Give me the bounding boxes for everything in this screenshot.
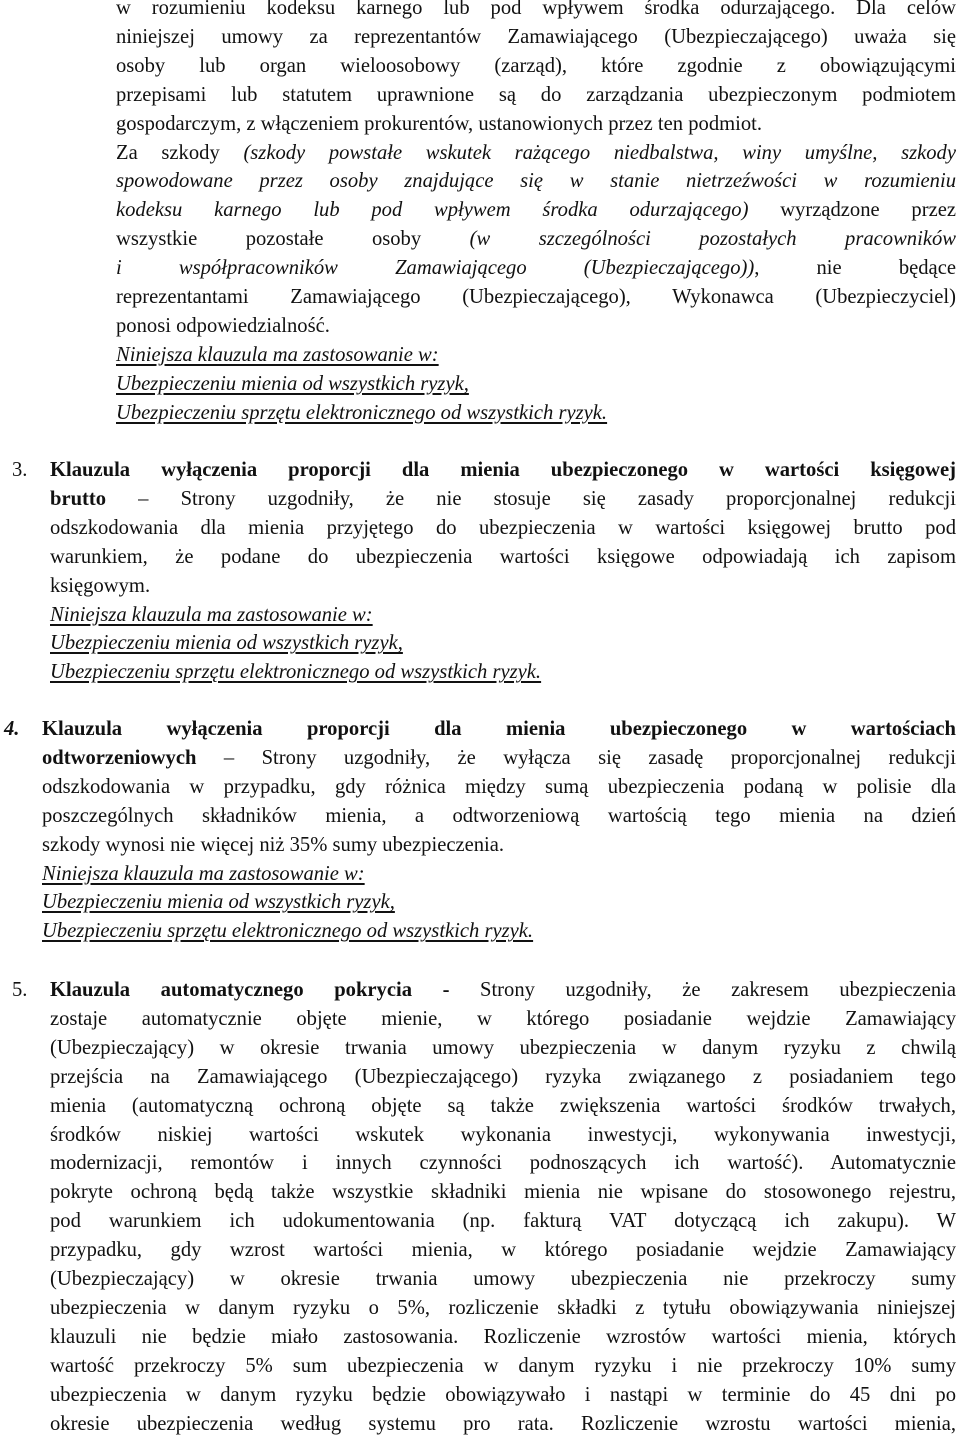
text-line: mienia (automatyczną ochroną objęte są także zwiększenia wartości środków trwałych, [50,1094,956,1117]
clause-title: Klauzula wyłączenia proporcji dla mienia ubezpieczonego w wartościach [42,718,956,740]
text-line: reprezentantami Zamawiającego (Ubezpieczającego), Wykonawca (Ubezpieczyciel) [116,286,956,309]
text-line: klauzuli nie będzie miało zastosowania. Rozliczenie wzrostów wartości mienia, których [50,1325,956,1348]
text-line: odszkodowania dla mienia przyjętego do ubezpieczenia w wartości księgowej brutto pod [50,516,956,539]
clause-number: 3. [12,459,28,481]
text-run: Strony uzgodniły, że zakresem ubezpieczenia [449,979,956,1001]
text-line: pokryte ochroną będą także wszystkie składniki mienia nie wpisane do stosowonego rejestru, [50,1181,956,1204]
text-line: przejścia na Zamawiającego (Ubezpieczającego) ryzyka związanego z posiadaniem tego [50,1065,956,1088]
text-line: modernizacji, remontów i innych czynności podnoszących ich wartość). Automatycznie [50,1152,956,1175]
clause-number: 5. [12,979,28,1001]
clause-applies-item: Ubezpieczeniu mienia od wszystkich ryzyk, [116,372,469,395]
clause-title: brutto [50,487,107,510]
clause-applies-item: Ubezpieczeniu sprzętu elektronicznego od wszystkich ryzyk. [42,920,534,943]
clause-title: Klauzula wyłączenia proporcji dla mienia ubezpieczonego w wartości księgowej [50,459,956,481]
clause-applies-heading: Niniejsza klauzula ma zastosowanie w: [50,603,373,626]
text-line: ponosi odpowiedzialność. [116,314,330,337]
text-run: – Strony uzgodniły, że wyłącza się zasadę proporcjonalnej redukcji [196,746,956,769]
text-line [116,196,956,225]
text-line: gospodarczym, z włączeniem prokurentów, ustanowionych przez ten podmiot. [116,112,763,135]
text-line: wartość przekroczy 5% sum ubezpieczenia w danym ryzyku i nie przekroczy 10% sumy [50,1354,956,1377]
clause-applies-item: Ubezpieczeniu sprzętu elektronicznego od wszystkich ryzyk. [116,401,608,424]
text-line: okresie ubezpieczenia według systemu pro rata. Rozliczenie wzrostu wartości mienia, [50,1412,956,1435]
text-line [50,976,956,1005]
text-line: środków niskiej wartości wskutek wykonania inwestycji, wykonywania inwestycji, [50,1123,956,1146]
clause-5 [50,976,956,1439]
text-line: odszkodowania w przypadku, gdy różnica między sumą ubezpieczenia podaną w polisie dla [42,775,956,798]
text-line: (Ubezpieczający) w okresie trwania umowy ubezpieczenia w danym ryzyku z chwilą [50,1036,956,1059]
italic-run: i współpracowników Zamawiającego (Ubezpieczającego)) [116,257,755,280]
clause-4 [42,715,956,946]
text-line: ubezpieczenia w danym ryzyku o 5%, rozliczenie składki z tytułu obowiązywania niniejszej [50,1296,956,1319]
italic-run: kodeksu karnego lub pod wpływem środka odurzającego) [116,199,749,222]
text-line: (Ubezpieczający) w okresie trwania umowy ubezpieczenia nie przekroczy sumy [50,1268,956,1291]
clause-title-line [42,715,956,744]
text-line [116,225,956,254]
text-line: warunkiem, że podane do ubezpieczenia wartości księgowe odpowiadają ich zapisom [50,545,956,568]
clause-applies-heading: Niniejsza klauzula ma zastosowanie w: [116,343,439,366]
clause-applies-heading: Niniejsza klauzula ma zastosowanie w: [42,862,365,885]
clause-3 [50,456,956,687]
text-line: niniejszej umowy za reprezentantów Zamawiającego (Ubezpieczającego) uważa się [116,25,956,48]
text-line [116,139,956,168]
section-continuation [116,0,956,428]
text-line: przepisami lub statutem uprawnione są do zarządzania ubezpieczonym podmiotem [116,83,956,106]
italic-run: (w szczególności pozostałych pracowników [469,228,956,251]
text-run: , nie będące [754,257,956,280]
clause-number: 4. [4,718,20,740]
italic-run: spowodowane przez osoby znajdujące się w stanie nietrzeźwości w rozumieniu [116,170,956,193]
text-line [50,485,956,514]
clause-title: odtworzeniowych [42,746,197,769]
clause-title-line [50,456,956,485]
text-line: osoby lub organ wieloosobowy (zarząd), które zgodnie z obowiązującymi [116,54,956,77]
text-line: zostaje automatycznie objęte mienie, w którego posiadanie wejdzie Zamawiający [50,1007,956,1030]
text-line: księgowym. [50,574,151,597]
text-line: przypadku, gdy wzrost wartości mienia, w którego posiadanie wejdzie Zamawiający [50,1239,956,1262]
text-line: pod warunkiem ich udokumentowania (np. fakturą VAT dotyczącą ich zakupu). W [50,1210,956,1233]
text-line: szkody wynosi nie więcej niż 35% sumy ubezpieczenia. [42,833,505,856]
text-run: wyrządzone przez [748,199,956,222]
text-line: w rozumieniu kodeksu karnego lub pod wpływem środka odurzającego. Dla celów [116,0,956,19]
clause-applies-item: Ubezpieczeniu sprzętu elektronicznego od wszystkich ryzyk. [50,661,542,684]
clause-title: Klauzula automatycznego pokrycia - [50,979,450,1001]
text-line [116,254,956,283]
clause-applies-item: Ubezpieczeniu mienia od wszystkich ryzyk, [42,891,395,914]
text-line: poszczególnych składników mienia, a odtworzeniową wartością tego mienia na dzień [42,804,956,827]
clause-applies-item: Ubezpieczeniu mienia od wszystkich ryzyk, [50,632,403,655]
text-line: ubezpieczenia w danym ryzyku będzie obowiązywało i nastąpi w terminie do 45 dni po [50,1383,956,1406]
text-line [116,167,956,196]
italic-run: (szkody powstałe wskutek rażącego niedbalstwa, winy umyślne, szkody [243,141,956,164]
text-run: – Strony uzgodniły, że nie stosuje się zasady proporcjonalnej redukcji [106,487,956,510]
text-run: Za szkody [116,141,244,164]
text-run: wszystkie pozostałe osoby [116,228,470,251]
text-line [42,744,956,773]
